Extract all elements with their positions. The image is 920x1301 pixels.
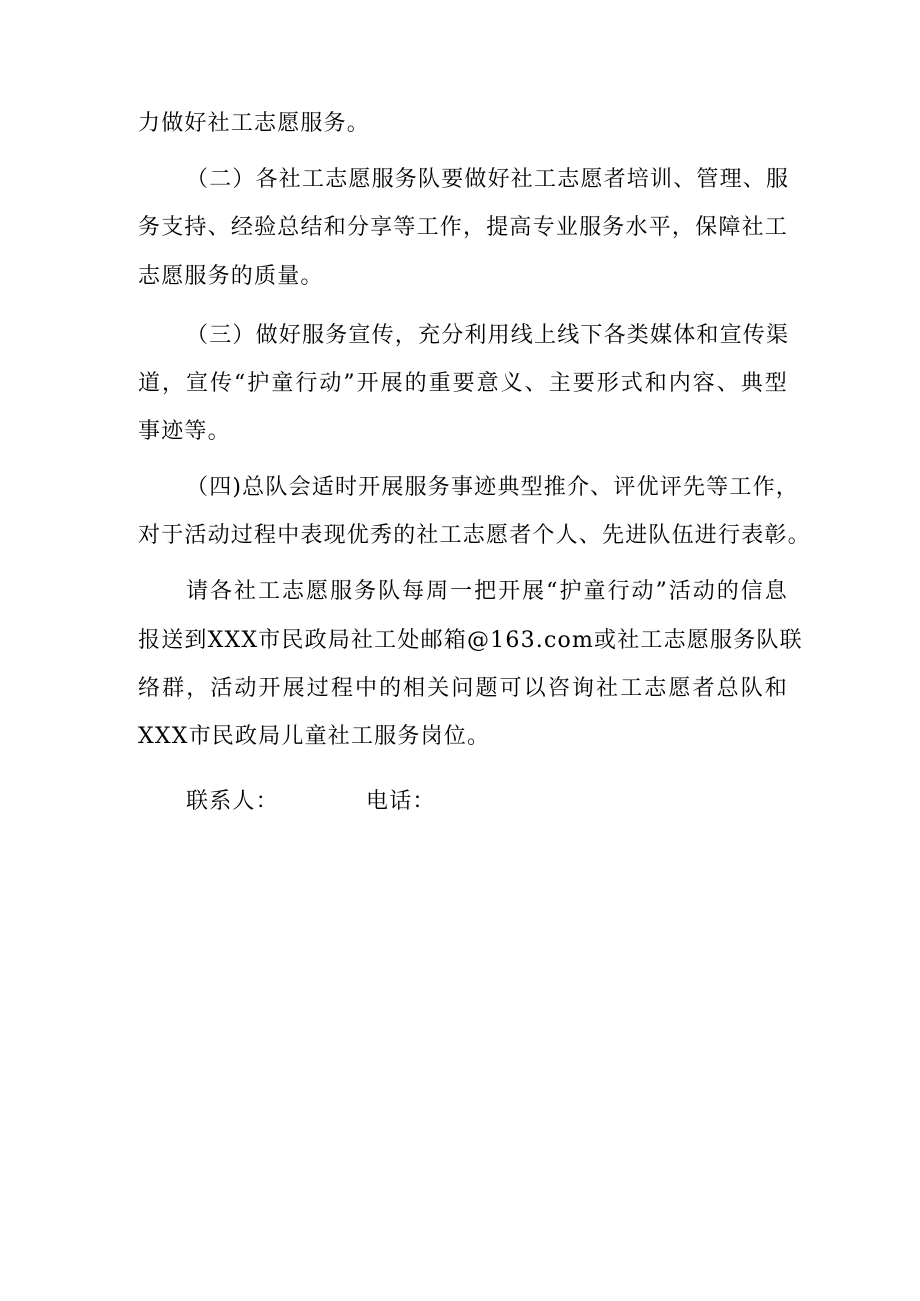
paragraph-3-line-1: （三）做好服务宣传，充分利用线上线下各类媒体和宣传渠: [186, 323, 790, 348]
paragraph-2-line-1: （二）各社工志愿服务队要做好社工志愿者培训、管理、服: [186, 167, 790, 192]
paragraph-3-line-3: 事迹等。: [138, 419, 231, 444]
contact-person-label: 联系人：: [186, 789, 279, 814]
paragraph-5-line-3: 络群，活动开展过程中的相关问题可以咨询社工志愿者总队和: [138, 676, 788, 701]
paragraph-3-line-2: 道，宣传“护童行动”开展的重要意义、主要形式和内容、典型: [138, 371, 788, 396]
paragraph-2-line-2: 务支持、经验总结和分享等工作，提高专业服务水平，保障社工: [138, 215, 788, 240]
paragraph-4-line-2: 对于活动过程中表现优秀的社工志愿者个人、先进队伍进行表彰。: [138, 523, 811, 548]
paragraph-5-line-4: XXX市民政局儿童社工服务岗位。: [138, 724, 491, 749]
paragraph-5-line-1: 请各社工志愿服务队每周一把开展“护童行动”活动的信息: [186, 579, 788, 604]
paragraph-1-line-1: 力做好社工志愿服务。: [138, 111, 371, 136]
paragraph-2-line-3: 志愿服务的质量。: [138, 264, 324, 289]
paragraph-4-line-1: （四)总队会适时开展服务事迹典型推介、评优评先等工作，: [186, 475, 799, 500]
contact-phone-label: 电话：: [366, 789, 436, 814]
paragraph-5-line-2: 报送到XXX市民政局社工处邮箱@163.com或社工志愿服务队联: [138, 628, 803, 653]
